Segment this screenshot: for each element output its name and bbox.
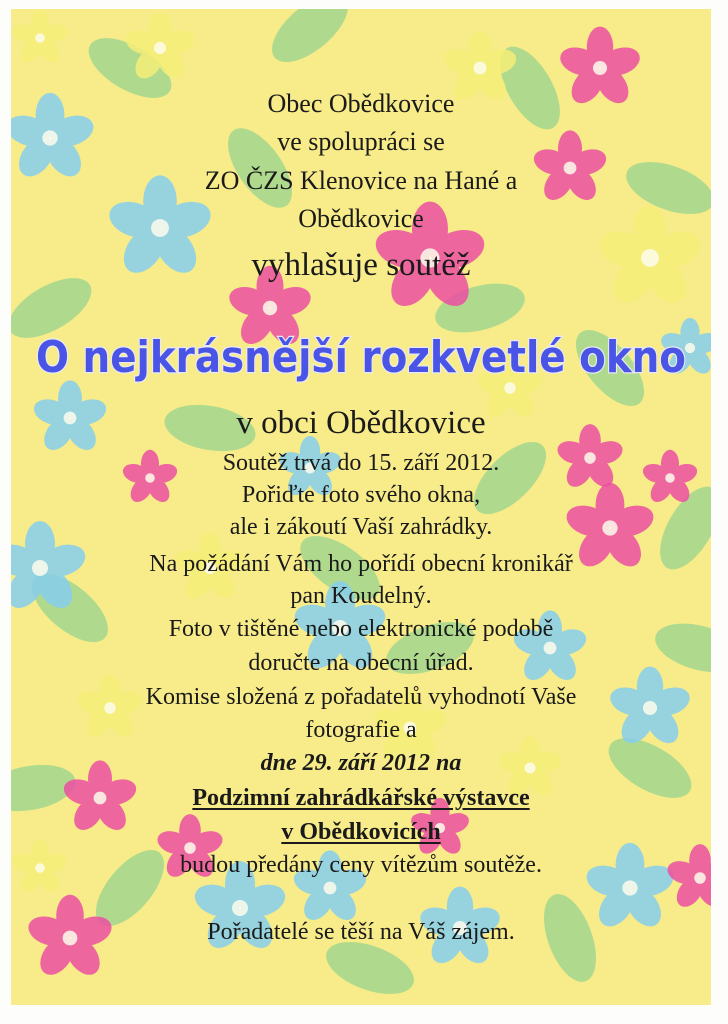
partner-line: ZO ČZS Klenovice na Hané a xyxy=(204,166,518,195)
deadline-line: Soutěž trvá do 15. září 2012. xyxy=(222,450,500,476)
closing-line: Pořadatelé se těší na Váš zájem. xyxy=(207,919,515,945)
award-date-line: dne 29. září 2012 na xyxy=(260,750,462,776)
jury-line: Komise složená z pořadatelů vyhodnotí Vaše xyxy=(145,684,577,710)
chronicler-line: Na požádání Vám ho pořídí obecní kronikář xyxy=(149,551,573,577)
jury-line-2: fotografie a xyxy=(305,717,417,743)
location-line: v obci Obědkovice xyxy=(236,405,486,441)
exhibition-name-line: Podzimní zahrádkářské výstavce xyxy=(192,785,530,811)
exhibition-place-line: v Obědkovicích xyxy=(281,819,441,845)
partner-line-2: Obědkovice xyxy=(298,204,424,233)
cooperation-line: ve spolupráci se xyxy=(277,127,445,156)
instruction-line: Pořiďte foto svého okna, xyxy=(241,482,481,508)
announces-line: vyhlašuje soutěž xyxy=(251,247,471,283)
organizer-line: Obec Obědkovice xyxy=(267,89,455,118)
instruction-line-2: ale i zákoutí Vaší zahrádky. xyxy=(229,514,493,540)
submission-line: Foto v tištěné nebo elektronické podobě xyxy=(168,616,554,642)
prizes-line: budou předány ceny vítězům soutěže. xyxy=(180,852,542,878)
chronicler-name-line: pan Koudelný. xyxy=(290,583,432,609)
submission-line-2: doručte na obecní úřad. xyxy=(248,650,474,676)
poster-content xyxy=(10,0,712,1024)
competition-title-text: O nejkrásnější rozkvetlé okno xyxy=(36,332,686,383)
competition-title xyxy=(10,320,712,392)
competition-title-art xyxy=(16,320,706,392)
